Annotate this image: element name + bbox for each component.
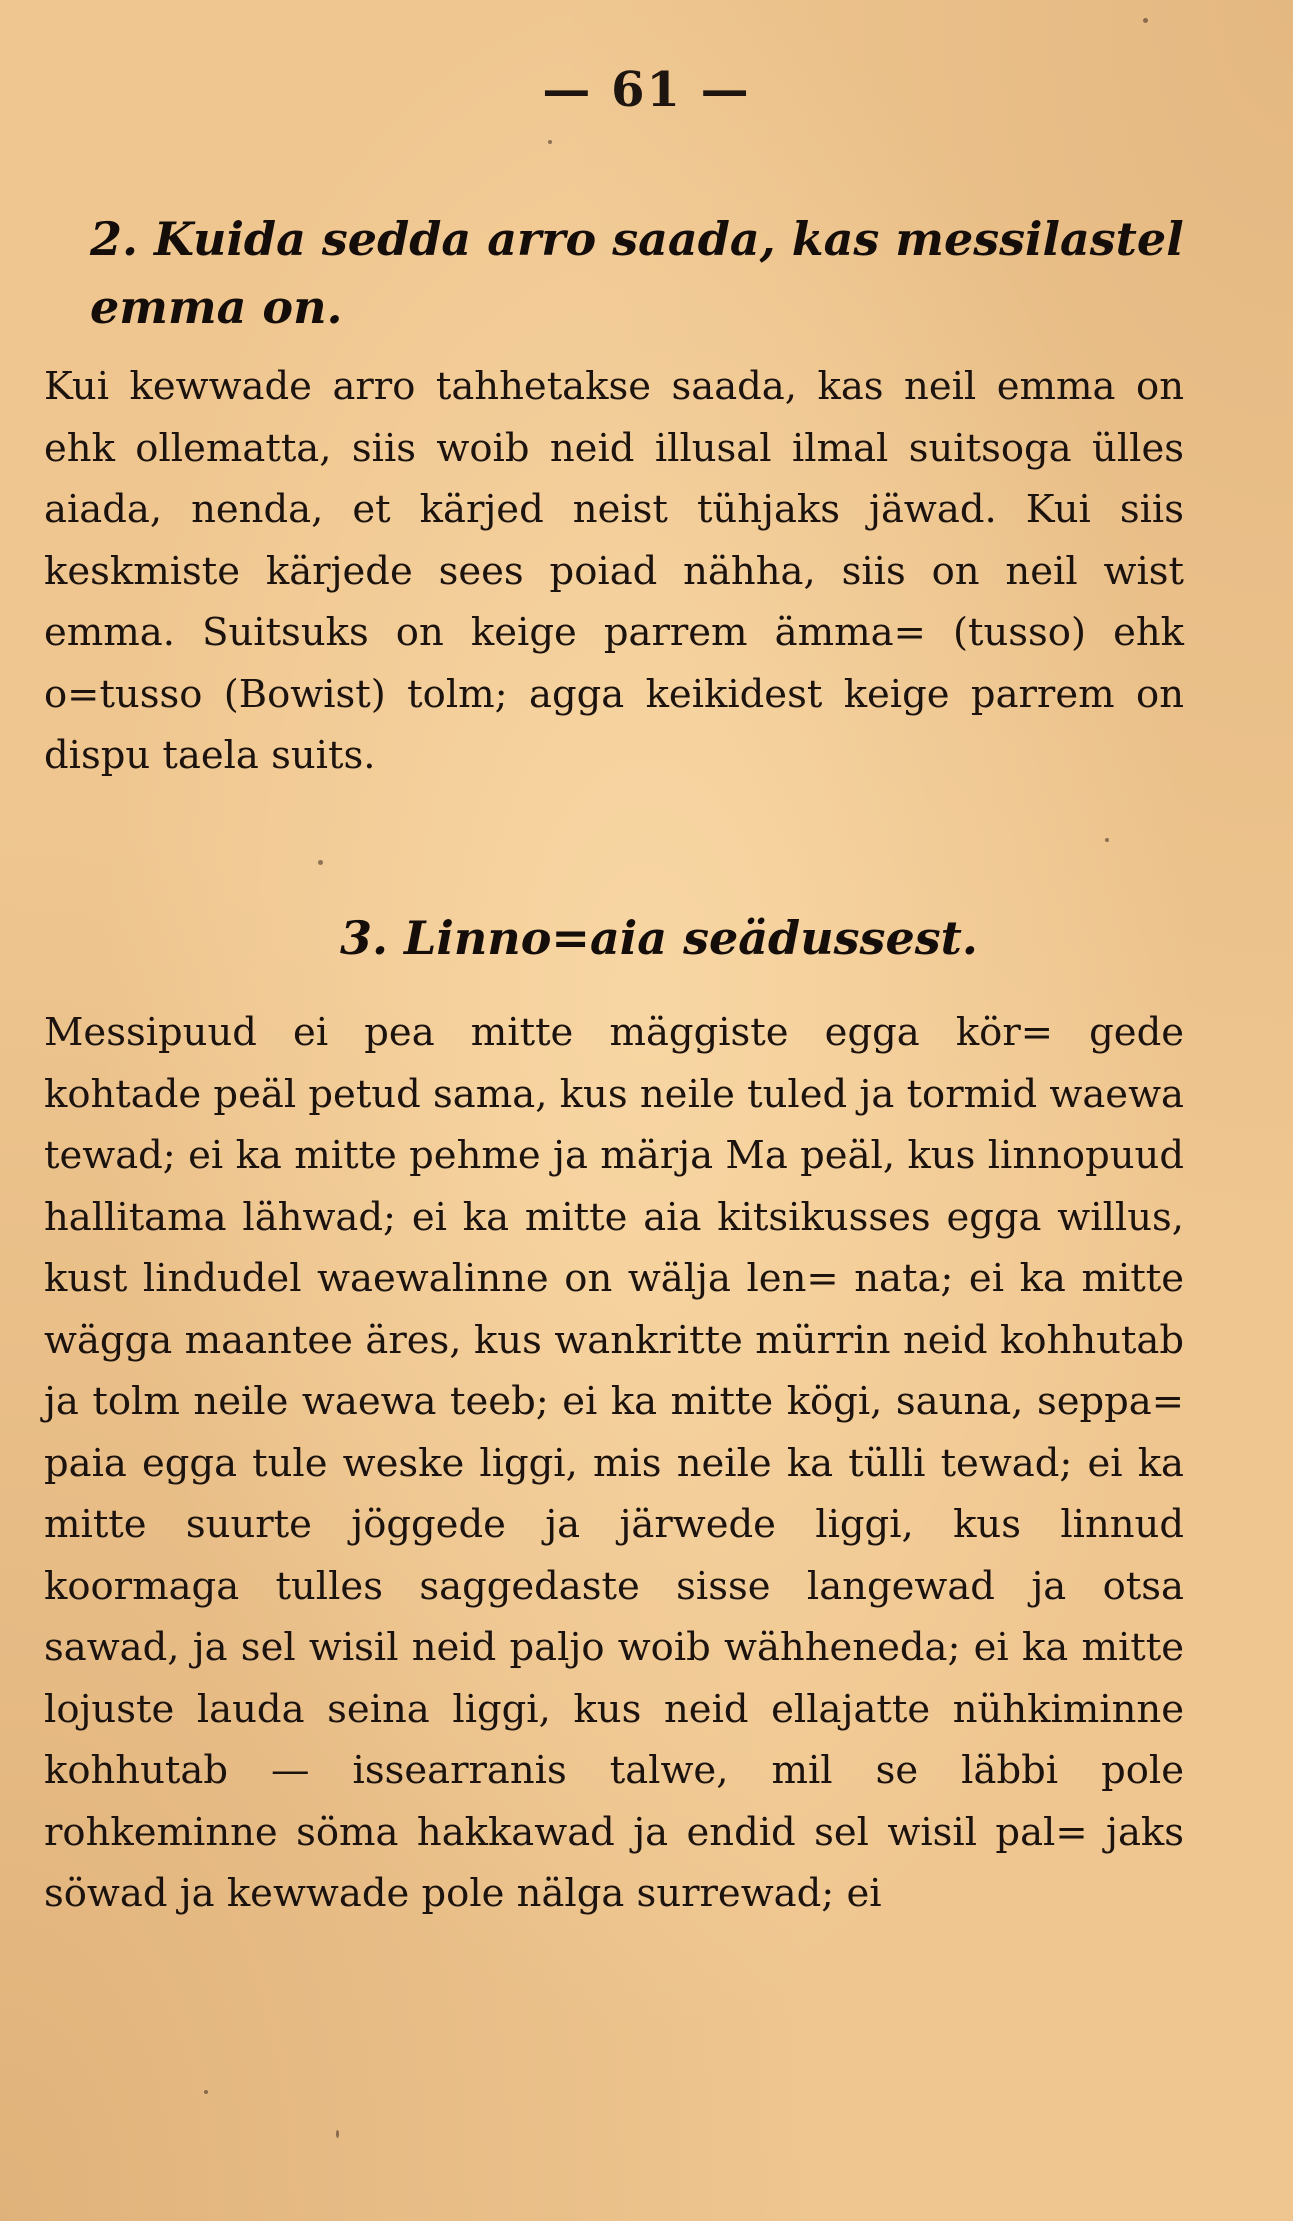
paper-speck	[318, 860, 323, 865]
paper-speck	[1143, 18, 1148, 23]
paper-speck	[336, 2130, 339, 2138]
page-number: — 61 —	[542, 62, 751, 118]
section-heading-2: 2. Kuida sedda arro saada, kas messilastel emma on.	[90, 212, 1184, 334]
paper-speck	[1105, 838, 1109, 842]
section-paragraph-2: Kui kewwade arro tahhetakse saada, kas neil emma on ehk ollematta, siis woib neid illusal ilmal suitsoga ülles aiada, nenda, et kärjed neist tühjaks jäwad. Kui siis keskmiste kärjede sees poiad nähha, siis on neil wist emma. Suitsuks on keige parrem ämma= (tusso) ehk o=tusso (Bowist) tolm; agga keikidest keige parrem on dispu taela suits.	[44, 364, 1184, 778]
paper-speck	[204, 2090, 208, 2094]
section-paragraph-3: Messipuud ei pea mitte mäggiste egga kör= gede kohtade peäl petud sama, kus neile tuled ja tormid waewa tewad; ei ka mitte pehme ja märja Ma peäl, kus linnopuud hallitama lähwad; ei ka mitte aia kitsikusses egga willus, kust lindudel waewalinne on wälja len= nata; ei ka mitte wägga maantee äres, kus wankritte mürrin neid kohhutab ja tolm neile waewa teeb; ei ka mitte kögi, sauna, seppa= paia egga tule weske liggi, mis neile ka tülli tewad; ei ka mitte suurte jöggede ja järwede liggi, kus linnud koormaga tulles saggedaste sisse langewad ja otsa sawad, ja sel wisil neid paljo woib wähheneda; ei ka mitte lojuste lauda seina liggi, kus neid ellajatte nühkiminne kohhutab — issearranis talwe, mil se läbbi pole rohkeminne söma hakkawad ja endid sel wisil pal= jaks söwad ja kewwade pole nälga surrewad; ei	[44, 1010, 1184, 1916]
paper-speck	[548, 140, 552, 144]
section-heading-3: 3. Linno=aia seädussest.	[340, 911, 978, 965]
